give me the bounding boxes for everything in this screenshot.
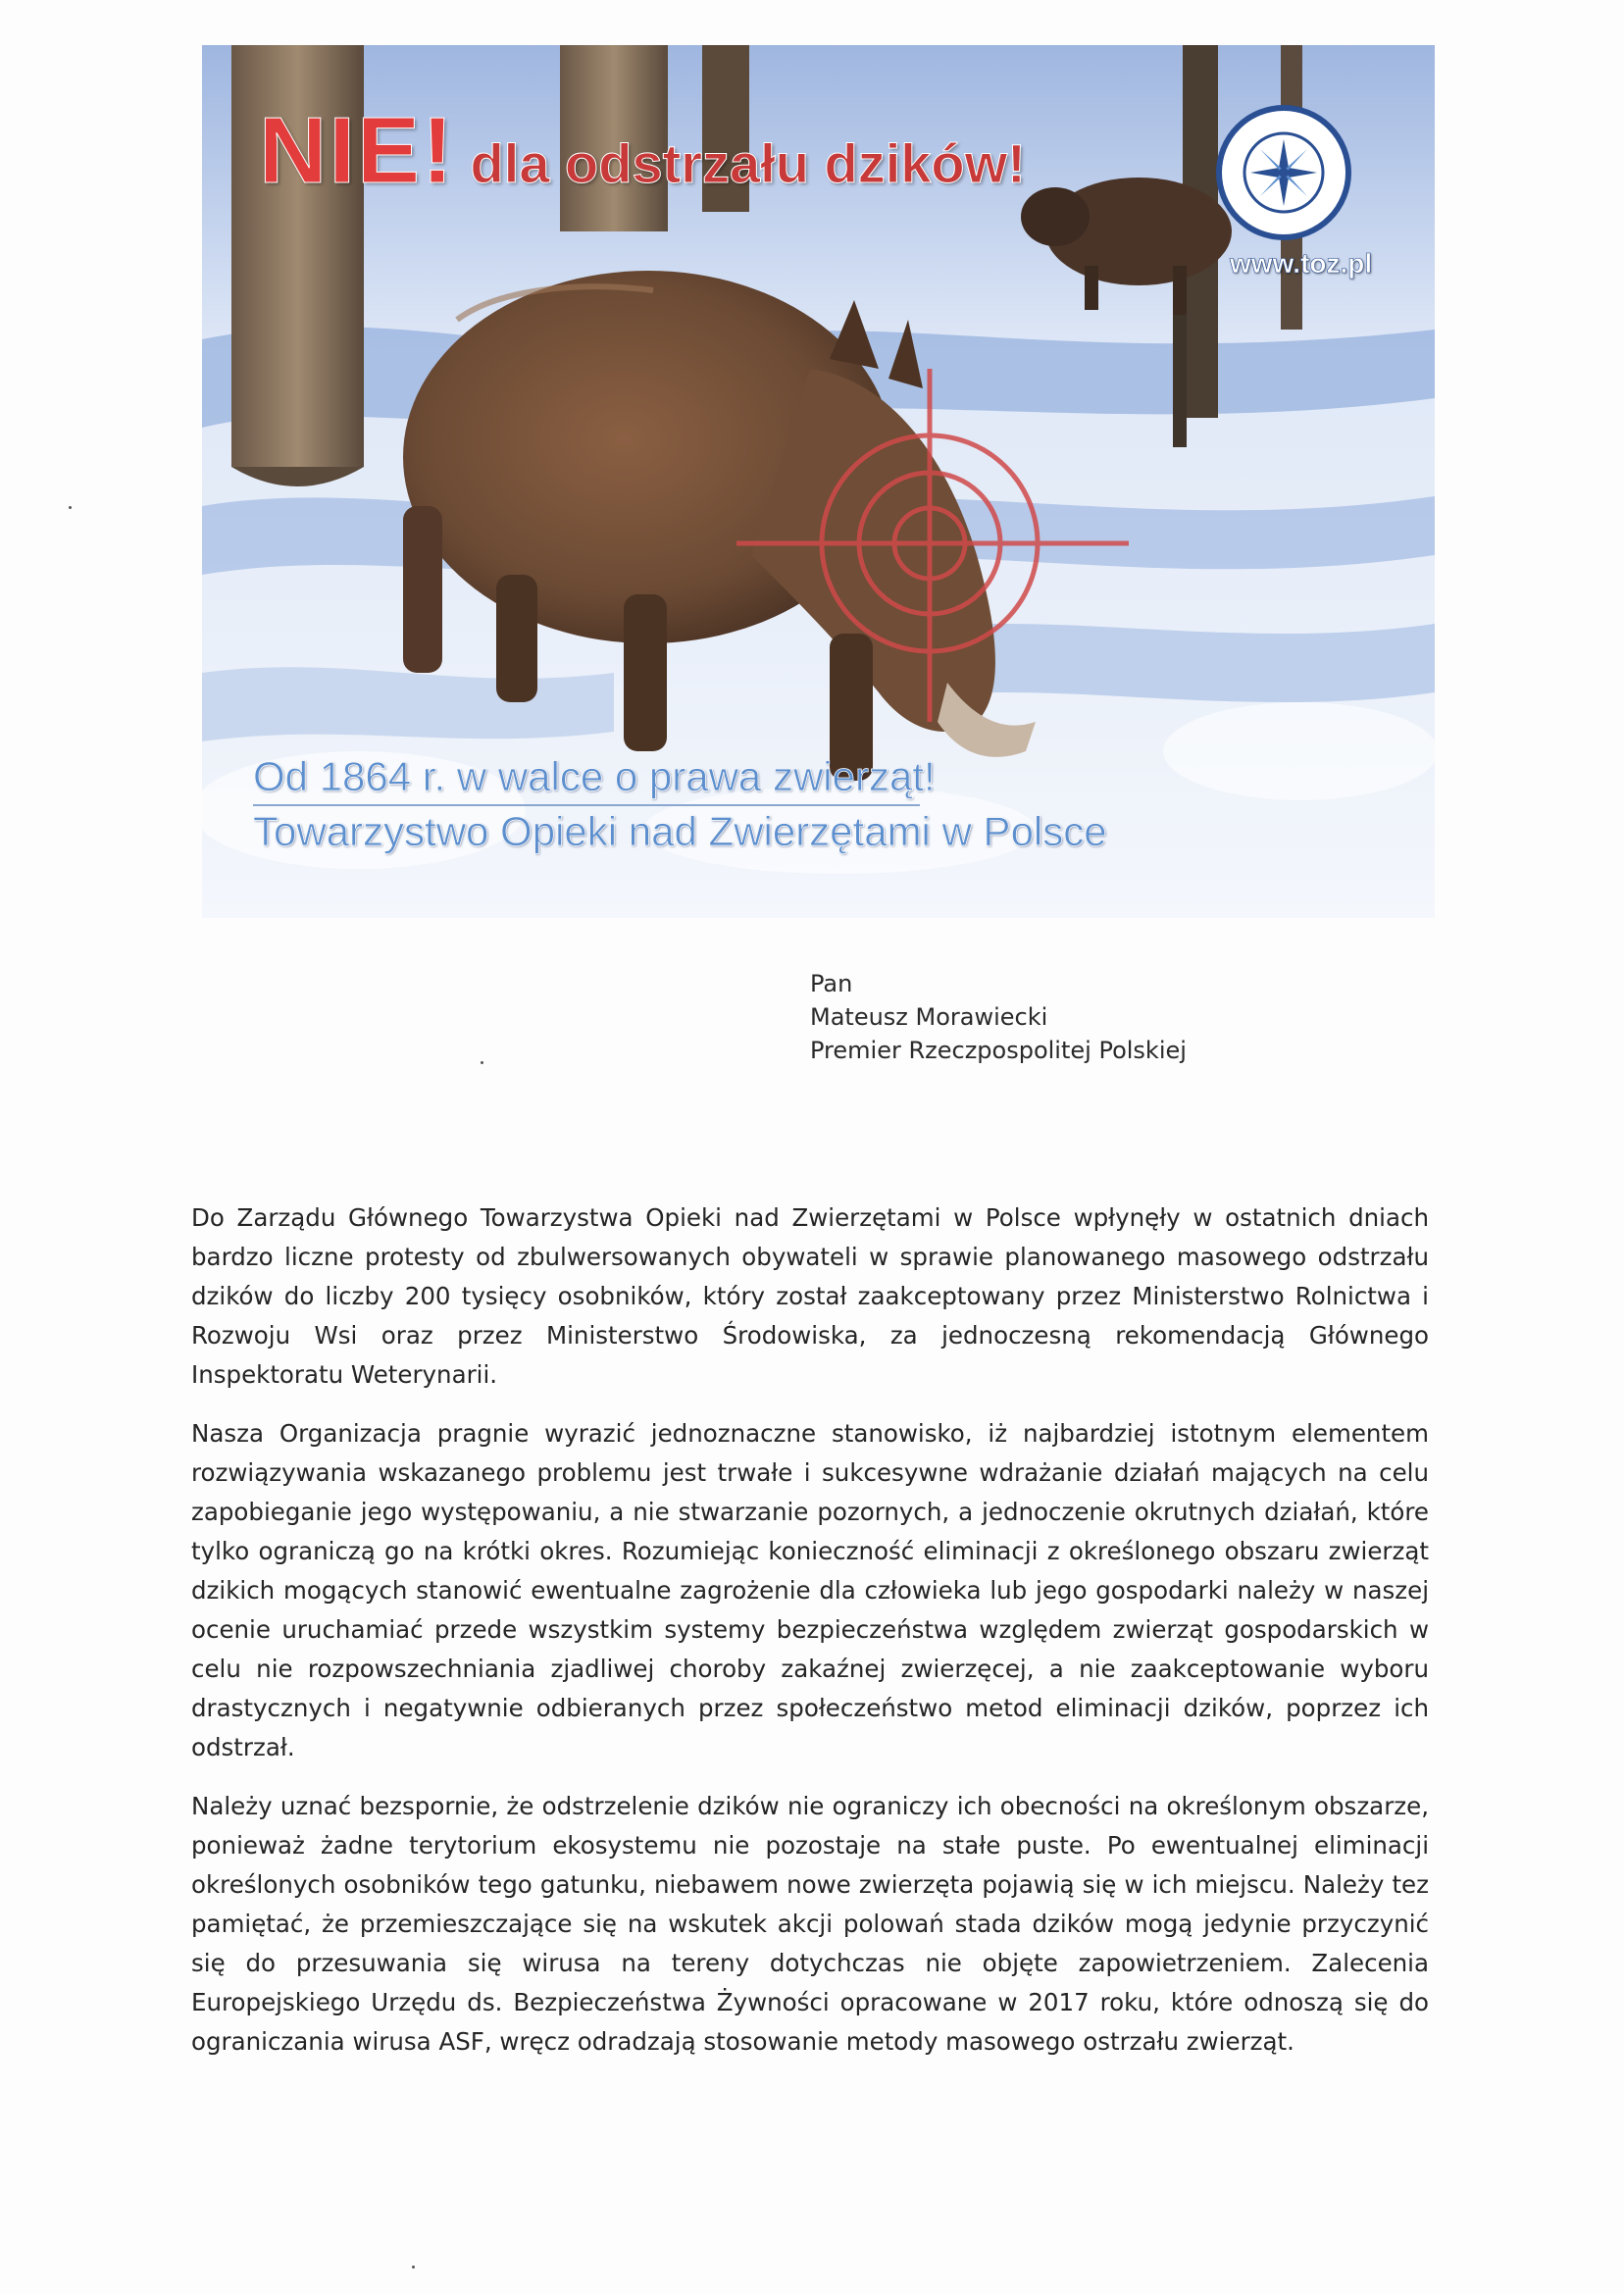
header-banner (202, 45, 1435, 918)
banner-slogan (253, 753, 1107, 855)
body-paragraph: Nasza Organizacja pragnie wyrazić jednoznaczne stanowisko, iż najbardziej istotnym elementem rozwiązywania wskazanego problemu jest trwałe i sukcesywne wdrażanie działań mających na celu zapobieganie jego występowaniu, a nie stwarzanie pozornych, a jednoczenie okrutnych działań, które tylko ograniczą go na krótki okres. Rozumiejąc konieczność eliminacji z określonego obszaru zwierząt dzikich mogących stanowić ewentualne zagrożenie dla człowieka lub jego gospodarki należy w naszej ocenie uruchamiać przede wszystkim systemy bezpieczeństwa względem zwierząt gospodarskich w celu nie rozpowszechniania zjadliwej choroby zakaźnej zwierzęcej, a nie zaakceptowanie wyboru drastycznych i negatywnie odbieranych przez społeczeństwo metod eliminacji dzików, poprzez ich odstrzał. (191, 1419, 1429, 1761)
addressee-name: Mateusz Morawiecki (810, 1003, 1048, 1031)
banner-title-rest: dla odstrzału dzików! (455, 132, 1026, 194)
scan-speck (481, 1061, 483, 1064)
slogan-line-2: Towarzystwo Opieki nad Zwierzętami w Polsce (253, 808, 1107, 854)
addressee-title: Pan (810, 970, 853, 997)
addressee-position: Premier Rzeczpospolitej Polskiej (810, 1037, 1187, 1064)
body-paragraph: Należy uznać bezspornie, że odstrzelenie dzików nie ograniczy ich obecności na określonym obszarze, ponieważ żadne terytorium ekosystemu nie pozostaje na stałe puste. Po ewentualnej eliminacji określonych osobników tego gatunku, niebawem nowe zwierzęta pojawią się w ich miejscu. Należy tez pamiętać, że przemieszczające się na wskutek akcji polowań stada dzików mogą jedynie przyczynić się do przesuwania się wirusa na tereny dotychczas nie objęte zapowietrzeniem. Zalecenia Europejskiego Urzędu ds. Bezpieczeństwa Żywności opracowane w 2017 roku, które odnoszą się do ograniczania wirusa ASF, wręcz odradzają stosowanie metody masowego ostrzału zwierząt. (191, 1792, 1429, 2056)
website-url: www.toz.pl (1230, 248, 1373, 279)
banner-title (259, 98, 1026, 203)
body-paragraph: Do Zarządu Głównego Towarzystwa Opieki nad Zwierzętami w Polsce wpłynęły w ostatnich dniach bardzo liczne protesty od zbulwersowanych obywateli w sprawie planowanego masowego odstrzału dzików do liczby 200 tysięcy osobników, który został zaakceptowany przez Ministerstwo Rolnictwa i Rozwoju Wsi oraz przez Ministerstwo Środowiska, za jednoczesną rekomendacją Głównego Inspektoratu Weterynarii. (191, 1203, 1429, 1389)
slogan-line-1: Od 1864 r. w walce o prawa zwierząt! (253, 753, 920, 806)
addressee-block (810, 967, 1187, 1067)
scan-speck (412, 2266, 415, 2269)
banner-title-main: NIE! (259, 98, 455, 203)
scan-speck (69, 506, 72, 509)
letter-body (191, 1198, 1429, 2081)
toz-logo (1215, 104, 1352, 241)
